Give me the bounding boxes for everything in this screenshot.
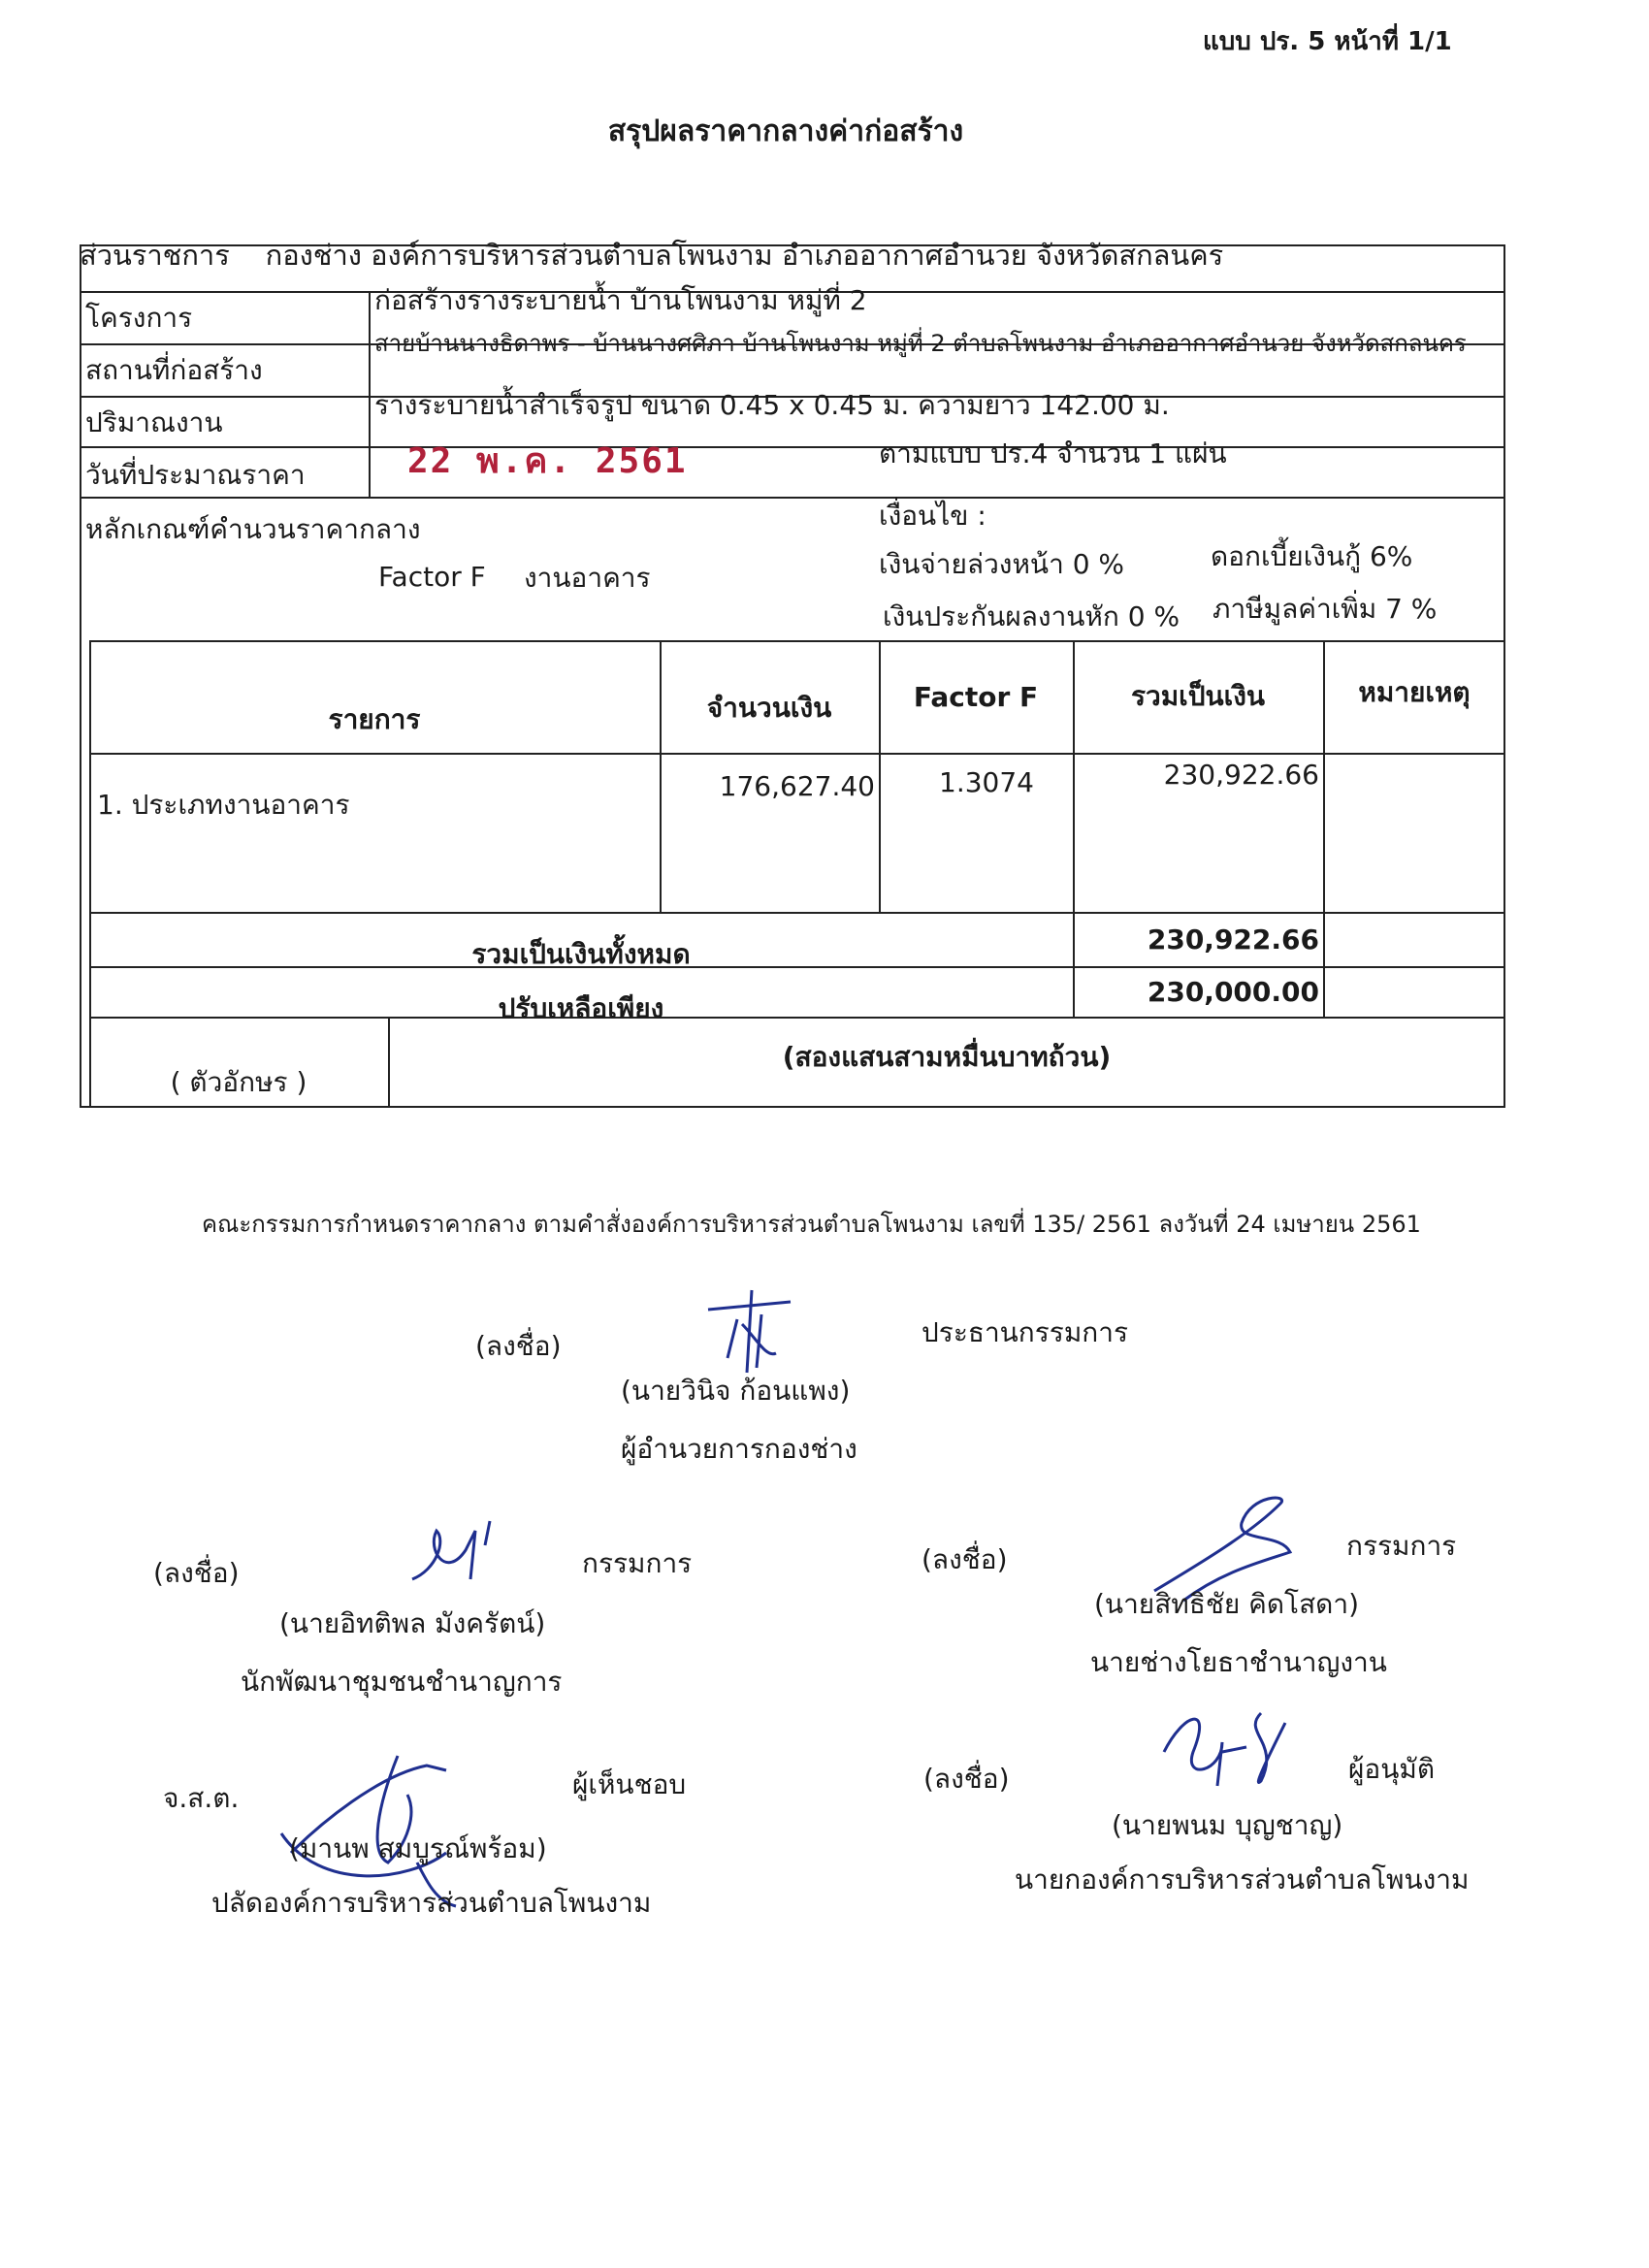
quantity-label: ปริมาณงาน (85, 406, 223, 438)
agency-value: กองช่าง องค์การบริหารส่วนตำบลโพนงาม อำเภออากาศอำนวย จังหวัดสกลนคร (265, 239, 1224, 272)
loan-interest: ดอกเบี้ยเงินกู้ 6% (1211, 540, 1413, 572)
member1-role: กรรมการ (582, 1547, 693, 1579)
document-title: สรุปผลราคากลางค่าก่อสร้าง (607, 114, 964, 148)
criteria-label: หลักเกณฑ์คำนวนราคากลาง (85, 513, 421, 545)
retention: เงินประกันผลงานหัก 0 % (883, 600, 1180, 632)
factor-type: งานอาคาร (524, 562, 651, 594)
member1-position: นักพัฒนาชุมชนชำนาญการ (241, 1666, 563, 1698)
chair-name: (นายวินิจ ก้อนแพง) (621, 1375, 851, 1407)
factor-label: Factor F (378, 561, 486, 593)
row-amount: 176,627.40 (719, 770, 875, 802)
approver-ack-name: (มานพ สมบูรณ์พร้อม) (289, 1832, 547, 1864)
location-value: สายบ้านนางธิดาพร - บ้านนางศศิภา บ้านโพนงาม หมู่ที่ 2 ตำบลโพนงาม อำเภออากาศอำนวย จังหวัดสกลนคร (374, 330, 1467, 357)
approver-sign-label: (ลงชื่อ) (923, 1763, 1010, 1795)
approver-name: (นายพนม บุญชาญ) (1112, 1809, 1343, 1841)
approver-ack-position: ปลัดองค์การบริหารส่วนตำบลโพนงาม (211, 1887, 652, 1919)
rounded-label: ปรับเหลือเพียง (498, 992, 664, 1024)
row-item: 1. ประเภทงานอาคาร (97, 789, 350, 821)
rounded-value: 230,000.00 (1147, 976, 1319, 1008)
row-factor: 1.3074 (939, 766, 1034, 798)
committee-statement: คณะกรรมการกำหนดราคากลาง ตามคำสั่งองค์การบริหารส่วนตำบลโพนงาม เลขที่ 135/ 2561 ลงวันที่ 24 เมษายน 2561 (202, 1211, 1421, 1238)
header-factor: Factor F (913, 681, 1039, 713)
row-divider (80, 497, 1505, 499)
vat: ภาษีมูลค่าเพิ่ม 7 % (1212, 593, 1438, 625)
page-reference: แบบ ปร. 5 หน้าที่ 1/1 (1203, 27, 1452, 56)
row-total: 230,922.66 (1163, 759, 1319, 791)
location-label: สถานที่ก่อสร้าง (85, 354, 263, 386)
grand-total-value: 230,922.66 (1147, 923, 1319, 956)
member2-sign-label: (ลงชื่อ) (922, 1543, 1008, 1575)
chair-signature (698, 1280, 805, 1377)
member1-sign-label: (ลงชื่อ) (153, 1557, 240, 1589)
project-value: ก่อสร้างรางระบายน้ำ บ้านโพนงาม หมู่ที่ 2 (374, 284, 867, 316)
chair-role: ประธานกรรมการ (922, 1316, 1129, 1348)
approver-role: ผู้อนุมัติ (1348, 1753, 1436, 1785)
date-stamp: 22 พ.ค. 2561 (407, 441, 688, 481)
header-amount: จำนวนเงิน (706, 692, 832, 724)
member2-name: (นายสิทธิชัย คิดโสดา) (1094, 1588, 1360, 1620)
header-item: รายการ (328, 703, 421, 735)
member2-role: กรรมการ (1346, 1530, 1457, 1562)
form-reference: ตามแบบ ปร.4 จำนวน 1 แผ่น (879, 437, 1227, 470)
approver-ack-role: ผู้เห็นชอบ (572, 1768, 687, 1800)
amount-in-words: (สองแสนสามหมื่นบาทถ้วน) (782, 1041, 1112, 1073)
approver-signature (1154, 1694, 1300, 1800)
amount-in-words-label: ( ตัวอักษร ) (170, 1066, 307, 1098)
member2-position: นายช่างโยธาชำนาญงาน (1090, 1646, 1387, 1678)
advance-payment: เงินจ่ายล่วงหน้า 0 % (879, 548, 1125, 580)
table-top (89, 640, 1505, 642)
member1-signature (407, 1511, 514, 1599)
member1-name: (นายอิทติพล มังครัตน์) (279, 1607, 546, 1639)
chair-sign-label: (ลงชื่อ) (475, 1330, 562, 1362)
table-body-bottom (89, 912, 1505, 914)
approver-ack-prefix: จ.ส.ต. (163, 1782, 240, 1814)
approver-position: นายกองค์การบริหารส่วนตำบลโพนงาม (1015, 1863, 1470, 1895)
grand-total-label: รวมเป็นเงินทั้งหมด (471, 938, 691, 970)
conditions-label: เงื่อนไข : (879, 500, 986, 532)
label-column-divider (369, 291, 371, 497)
table-header-bottom (89, 753, 1505, 755)
header-remark: หมายเหตุ (1358, 676, 1471, 708)
header-total: รวมเป็นเงิน (1130, 680, 1266, 712)
estimate-date-label: วันที่ประมาณราคา (85, 459, 306, 491)
project-label: โครงการ (85, 302, 193, 334)
row-divider (80, 446, 1505, 448)
chair-position: ผู้อำนวยการกองช่าง (621, 1433, 857, 1465)
quantity-value: รางระบายน้ำสำเร็จรูป ขนาด 0.45 x 0.45 ม. ความยาว 142.00 ม. (374, 389, 1170, 421)
agency-label: ส่วนราชการ (80, 239, 230, 272)
